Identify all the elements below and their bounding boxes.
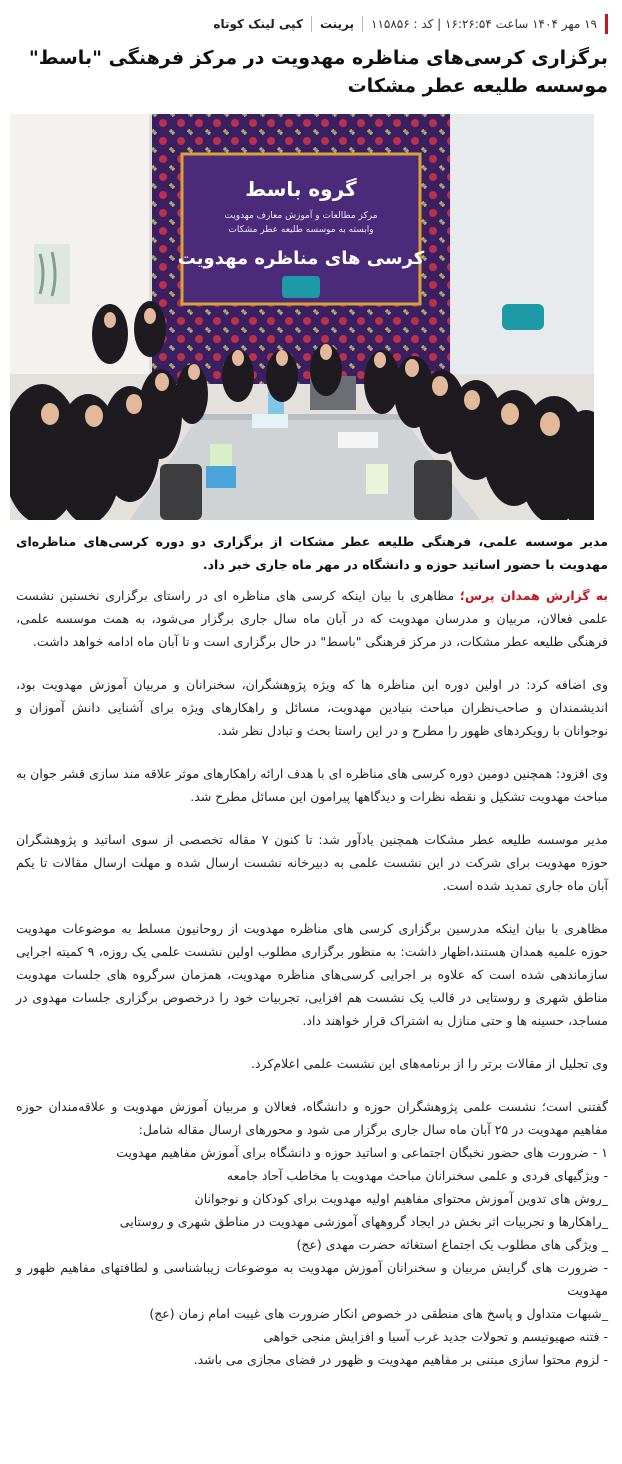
banner-subline-1: مرکز مطالعات و آموزش معارف مهدویت — [224, 211, 378, 221]
banner-heading: گروه باسط — [245, 177, 357, 201]
article-photo — [10, 114, 594, 520]
publish-date-and-code: ۱۹ مهر ۱۴۰۴ ساعت ۱۶:۲۶:۵۴ | کد : ۱۱۵۸۵۶ — [371, 17, 597, 31]
article-topic-list — [16, 1141, 608, 1371]
article-title: برگزاری کرسی‌های مناظره مهدویت در مرکز فرهنگی "باسط" موسسه طلیعه عطر مشکات — [28, 47, 608, 97]
copy-short-link[interactable]: کپی لینک کوتاه — [213, 17, 303, 31]
news-source: به گزارش همدان پرس؛ — [459, 588, 608, 603]
list-item: - فتنه صهیونیسم و تحولات جدید غرب آسیا و افزایش منجی خواهی — [263, 1329, 608, 1344]
article-paragraph-5: مظاهری با بیان اینکه مدرسین برگزاری کرسی های مناظره مهدویت از روحانیون مسلط به موضوعات مهدویت حوزه علمیه همدان هستند،اظهار داشت: به منظور برگزاری مطلوب اولین نشست علمی یک روزه، ۹ کمیته اجرایی سازماندهی شده است که علاوه بر اجرایی کرسی‌های مناظره مهدویت، همزمان سرگروه های جلسات مهدویت مناطق شهری و روستایی در قالب یک نشست هم افزایی، تجربیات خود را درخصوص برگزاری جلسات مهدوی در مساجد، حسینه ها و حتی منازل به اشتراک قرار خواهند داد. — [16, 921, 609, 1028]
list-item: - ضرورت های گرایش مربیان و سخنرانان آموزش مهدویت به موضوعات زیباشناسی و لطافتهای مفاهیم ظهور و مهدویت — [16, 1260, 608, 1298]
banner-subline-2: وابسته به موسسه طلیعه عطر مشکات — [228, 225, 374, 235]
list-item: _شبهات متداول و پاسخ های منطقی در خصوص انکار ضرورت های غیبت امام زمان (عج) — [149, 1306, 608, 1321]
meta-separator — [362, 16, 363, 32]
list-item: _ ویژگی های مطلوب یک اجتماع استغاثه حضرت مهدی (عج) — [296, 1237, 608, 1252]
list-item: ۱ - ضرورت های حضور نخبگان اجتماعی و اساتید حوزه و دانشگاه برای آموزش مفاهیم مهدویت — [116, 1145, 608, 1160]
article-paragraph-7: گفتنی است؛ نشست علمی پژوهشگران حوزه و دانشگاه، فعالان و مربیان آموزش مهدویت و علاقه‌مندان حوزه مفاهیم مهدویت در ۲۵ آبان ماه سال جاری برگزار می شود و محورهای ارسال مقاله شامل: — [16, 1099, 608, 1137]
article-paragraph-2: وی اضافه کرد: در اولین دوره این مناظره ها که ویژه پژوهشگران، سخنرانان و مربیان آموزش مهدویت بود، اندیشمندان و صاحب‌نظران مباحث بنیادین مهدویت، مسائل و راهکارهای ویژه برای آشنایی دانش آموزان و نوجوانان با رویکردهای ظهور را مطرح و در این راستا بحث و تبادل نظر شد. — [16, 677, 608, 738]
article-photo-illustration — [10, 114, 594, 520]
article-meta-bar — [213, 12, 608, 36]
paragraph-1-text: مظاهری با بیان اینکه کرسی های مناظره ای در راستای برگزاری نخستین نشست علمی فعالان، مربیان و مدرسان مهدویت که در آبان ماه سال جاری برگزار می‌شود، به همت موسسه علمی، فرهنگی طلیعه عطر مشکات، در مرکز فرهنگی "باسط" در حال برگزاری است و تا آبان ماه ادامه خواهد داشت. — [16, 588, 608, 649]
list-item: _راهکارها و تجربیات اثر بخش در ایجاد گروههای آموزشی مهدویت در مناطق شهری و روستایی — [119, 1214, 608, 1229]
meta-separator — [311, 16, 312, 32]
meta-accent-bar — [605, 14, 608, 34]
article-paragraph-4: مدیر موسسه طلیعه عطر مشکات همچنین یادآور شد: تا کنون ۷ مقاله تخصصی از سوی اساتید و پژوهشگران حوزه مهدویت برای شرکت در این نشست علمی به دبیرخانه نشست ارسال شده و مهلت ارسال مقالات تا یکم آبان ماه جاری تمدید شده است. — [16, 832, 608, 893]
print-link[interactable]: پرینت — [319, 17, 355, 31]
article-body — [16, 530, 608, 1371]
list-item: - ویژگیهای فردی و علمی سخنرانان مباحث مهدویت با مخاطب آحاد جامعه — [226, 1168, 608, 1183]
article-paragraph-6: وی تجلیل از مقالات برتر را از برنامه‌های این نشست علمی اعلام‌کرد. — [251, 1056, 608, 1071]
banner-main-text: کرسی های مناظره مهدویت — [177, 248, 425, 269]
article-lead: مدیر موسسه علمی، فرهنگی طلیعه عطر مشکات از برگزاری دو دوره کرسی‌های مناظره‌ای مهدویت با حضور اساتید حوزه و دانشگاه در مهر ماه جاری خبر داد. — [16, 534, 608, 572]
list-item: - لزوم محتوا سازی مبتنی بر مفاهیم مهدویت و ظهور در فضای مجازی می باشد. — [193, 1352, 608, 1367]
article-paragraph-1 — [16, 584, 608, 653]
list-item: _روش های تدوین آموزش محتوای مفاهیم اولیه مهدویت برای کودکان و نوجوانان — [194, 1191, 608, 1206]
article-paragraph-3: وی افزود: همچنین دومین دوره کرسی های مناظره ای با هدف ارائه راهکارهای موثر علاقه مند سازی قشر جوان به مباحث مهدویت تشکیل و نقطه نظرات و دیدگاهها پیرامون این مسائل مطرح شد. — [16, 766, 608, 804]
